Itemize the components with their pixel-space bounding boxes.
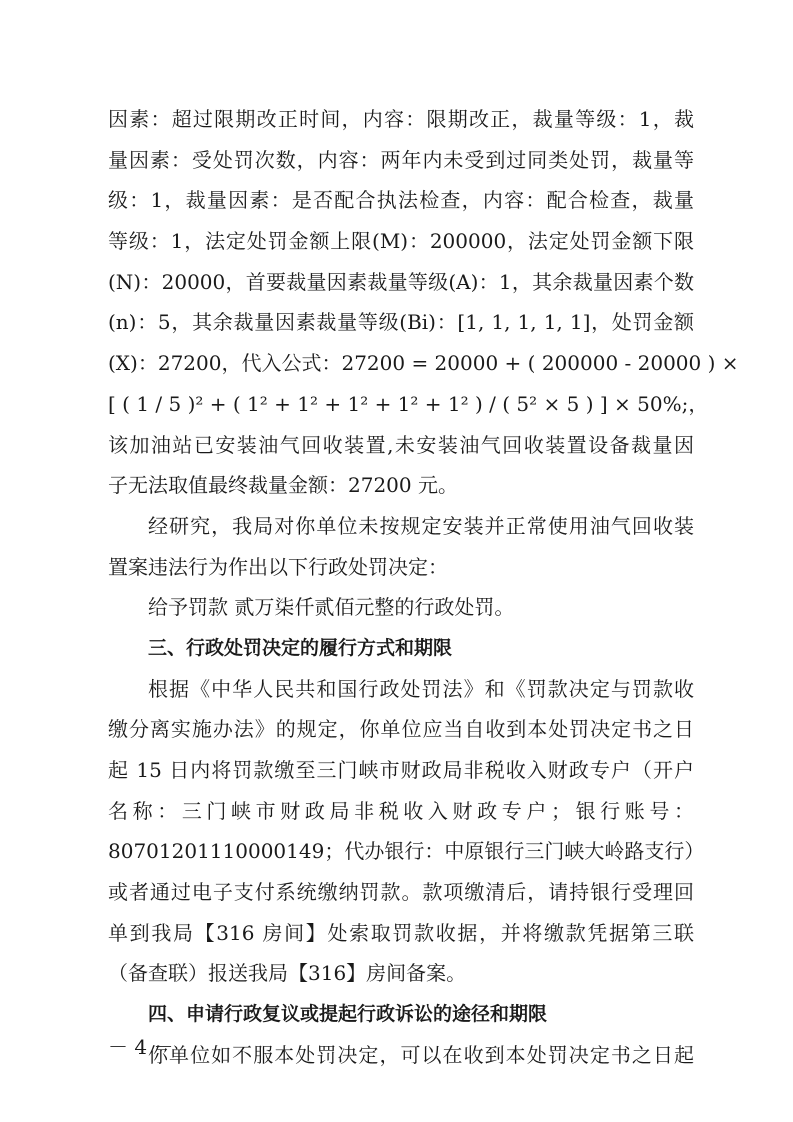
body-line: 该加油站已安装油气回收装置,未安装油气回收装置设备裁量因 <box>108 432 694 457</box>
body-line: 起 15 日内将罚款缴至三门峡市财政局非税收入财政专户（开户 <box>108 758 694 782</box>
body-line: （备查联）报送我局【316】房间备案。 <box>108 961 467 986</box>
body-line: 经研究，我局对你单位未按规定安装并正常使用油气回收装 <box>148 513 694 538</box>
body-line: 名称：三门峡市财政局非税收入财政专户；银行账号： <box>108 798 694 823</box>
body-line: 80701201110000149；代办银行：中原银行三门峡大岭路支行） <box>108 839 705 864</box>
section-heading: 四、申请行政复议或提起行政诉讼的途径和期限 <box>148 1003 548 1026</box>
page-number: － 4 － <box>108 1035 174 1059</box>
body-line: 因素：超过限期改正时间，内容：限期改正，裁量等级：1，裁 <box>108 107 694 131</box>
body-line: 等级：1，法定处罚金额上限(M)：200000，法定处罚金额下限 <box>108 229 694 254</box>
body-line: [ ( 1 / 5 )² + ( 1² + 1² + 1² + 1² + 1² ) / ( 5² × 5 ) ] × 50%;， <box>108 391 709 416</box>
body-line: 子无法取值最终裁量金额：27200 元。 <box>108 473 458 498</box>
body-line: 缴分离实施办法》的规定，你单位应当自收到本处罚决定书之日 <box>108 717 694 742</box>
body-line: (X)：27200，代入公式：27200 = 20000 + ( 200000 - 20000 ) × <box>108 351 739 376</box>
body-line: 或者通过电子支付系统缴纳罚款。款项缴清后，请持银行受理回 <box>108 880 694 905</box>
body-line: 量因素：受处罚次数，内容：两年内未受到过同类处罚，裁量等 <box>108 147 694 172</box>
body-line: 置案违法行为作出以下行政处罚决定： <box>108 554 448 579</box>
section-heading: 三、行政处罚决定的履行方式和期限 <box>148 636 453 659</box>
body-line: (N)：20000，首要裁量因素裁量等级(A)：1，其余裁量因素个数 <box>108 269 694 294</box>
body-line: 根据《中华人民共和国行政处罚法》和《罚款决定与罚款收 <box>148 676 694 701</box>
body-line: 单到我局【316 房间】处索取罚款收据，并将缴款凭据第三联 <box>108 920 694 945</box>
body-line: 你单位如不服本处罚决定，可以在收到本处罚决定书之日起 <box>148 1042 694 1067</box>
body-line: 给予罚款 贰万柒仟贰佰元整的行政处罚。 <box>148 595 515 620</box>
body-line: (n)：5，其余裁量因素裁量等级(Bi)：[1, 1, 1, 1, 1]，处罚金额 <box>108 310 694 335</box>
body-line: 级：1，裁量因素：是否配合执法检查，内容：配合检查，裁量 <box>108 188 694 213</box>
document-body <box>108 99 739 1076</box>
